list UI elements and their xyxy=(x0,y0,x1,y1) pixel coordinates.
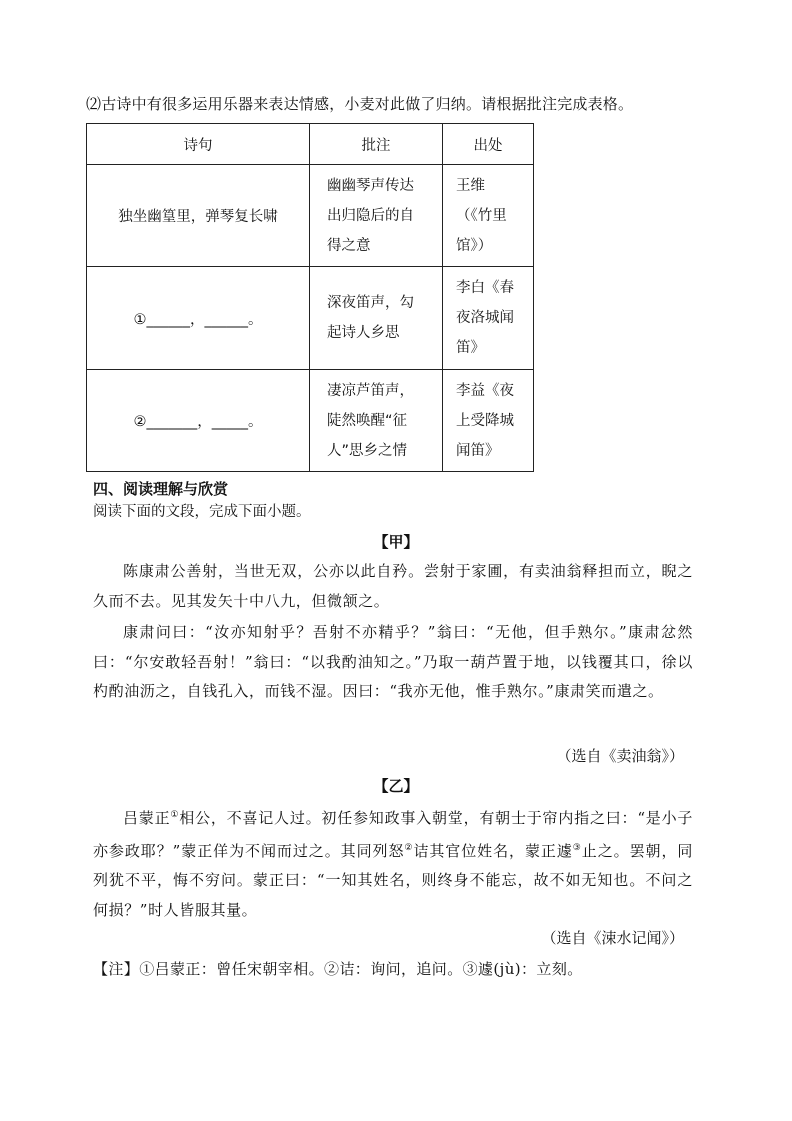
note-text: 幽幽琴声传达出归隐后的自得之意 xyxy=(327,177,414,254)
header-note: 批注 xyxy=(310,124,443,165)
passage-b-paragraph xyxy=(93,801,693,925)
table-row xyxy=(87,267,534,370)
passage-b-text: 相公，不喜记人过。初任参知政事入朝堂，有朝士于帘内指之曰：“是小子亦参政耶？”蒙正佯为不闻而过之。其同列怒 xyxy=(93,809,693,860)
passage-b-heading: 【乙】 xyxy=(373,777,419,795)
reading-instruction: 阅读下面的文段，完成下面小题。 xyxy=(93,504,311,520)
poem-cell xyxy=(87,165,310,267)
poem-blank-1: ①______，______。 xyxy=(133,311,263,328)
passage-b-text: 吕蒙正 xyxy=(123,809,171,827)
passage-a-source: （选自《卖油翁》） xyxy=(556,747,684,765)
instrument-poems-table xyxy=(86,123,534,472)
source-cell xyxy=(443,370,534,472)
section-title: 四、阅读理解与欣赏 xyxy=(93,480,229,498)
note-cell xyxy=(310,267,443,370)
passage-b-text: 止之。罢朝，同列犹不平，悔不穷问。蒙正曰：“一知其姓名，则终身不能忘，故不如无知也。不问之何损？”时人皆服其量。 xyxy=(93,841,694,919)
source-text: 李益《夜上受降城闻笛》 xyxy=(456,382,514,459)
source-text: 王维（《竹里馆》） xyxy=(456,177,507,254)
poem-cell xyxy=(87,267,310,370)
note-text: 深夜笛声，勾起诗人乡思 xyxy=(327,295,414,341)
table-row xyxy=(87,165,534,267)
footnote-marker: ③ xyxy=(572,842,582,853)
source-text: 李白《春夜洛城闻笛》 xyxy=(456,280,514,356)
note-cell xyxy=(310,165,443,267)
passage-a-paragraph-1: 陈康肃公善射，当世无双，公亦以此自矜。尝射于家圃，有卖油翁释担而立，睨之久而不去。见其发矢十中八九，但微颔之。 xyxy=(93,562,693,610)
table-header-row xyxy=(87,124,534,165)
passage-b-text: 诘其官位姓名，蒙正遽 xyxy=(413,841,573,860)
footnote-marker: ② xyxy=(404,842,414,853)
poem-blank-2: ②_______，_____。 xyxy=(133,414,263,430)
note-cell xyxy=(310,370,443,472)
table-row xyxy=(87,370,534,472)
poem-cell xyxy=(87,370,310,472)
footnote: 【注】①吕蒙正：曾任宋朝宰相。②诘：询问，追问。③遽(jù)：立刻。 xyxy=(93,960,583,978)
question-2-prompt: ⑵古诗中有很多运用乐器来表达情感，小麦对此做了归纳。请根据批注完成表格。 xyxy=(86,95,634,113)
header-poem: 诗句 xyxy=(87,124,310,165)
footnote-marker: ① xyxy=(170,810,180,820)
passage-a-paragraph-2: 康肃问曰：“汝亦知射乎？吾射不亦精乎？”翁曰：“无他，但手熟尔。”康肃忿然曰：“尔安敢轻吾射！”翁曰：“以我酌油知之。”乃取一葫芦置于地，以钱覆其口，徐以杓酌油沥之，自钱孔入，而钱不湿。因曰：“我亦无他，惟手熟尔。”康肃笑而遣之。 xyxy=(93,623,693,700)
note-text: 凄凉芦笛声，陡然唤醒“征人”思乡之情 xyxy=(327,382,414,459)
passage-a-heading: 【甲】 xyxy=(373,533,419,551)
source-cell xyxy=(443,165,534,267)
header-source: 出处 xyxy=(443,124,534,165)
poem-line: 独坐幽篁里，弹琴复长啸 xyxy=(118,209,278,225)
passage-b-source: （选自《涑水记闻》） xyxy=(541,929,684,947)
source-cell xyxy=(443,267,534,370)
